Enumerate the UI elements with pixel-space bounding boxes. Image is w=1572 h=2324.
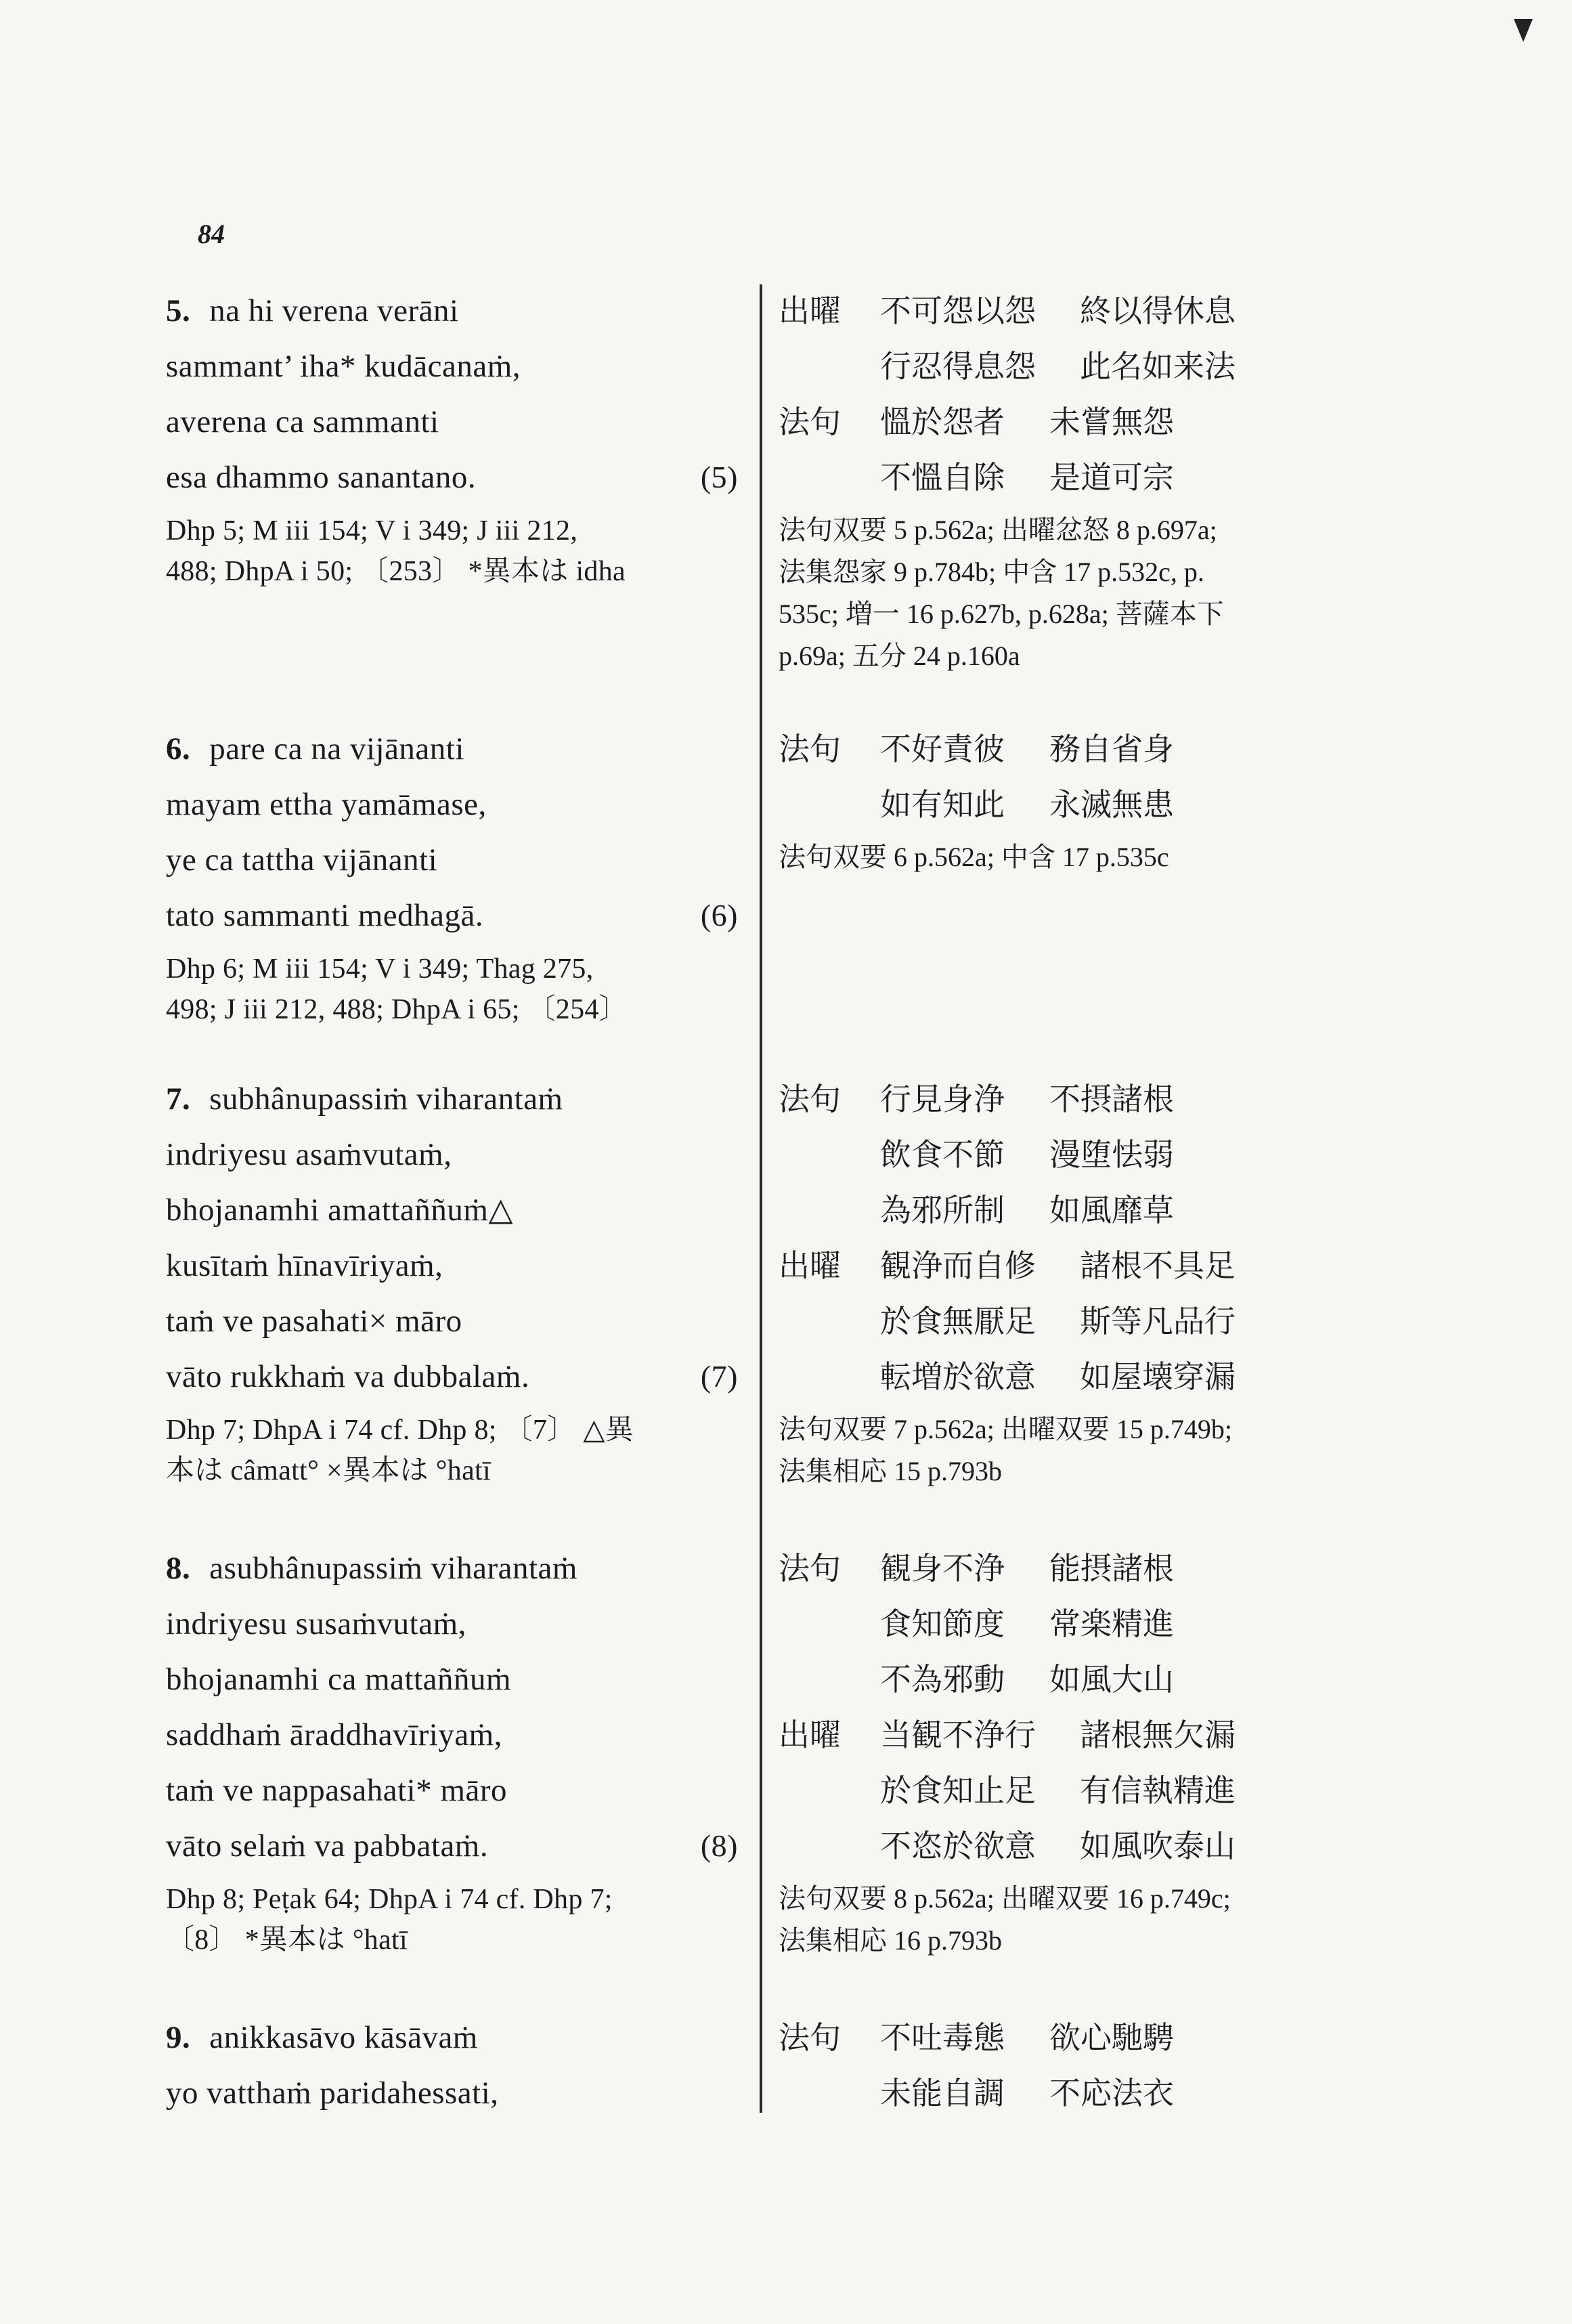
hemistich-1: 於食無厭足 xyxy=(880,1303,1036,1339)
verse-6-pali xyxy=(166,721,738,1030)
hemistich-2: 有信執精進 xyxy=(1080,1772,1236,1809)
pali-line xyxy=(166,1349,738,1404)
hemistich-2: 諸根不具足 xyxy=(1080,1247,1236,1284)
pali-line xyxy=(166,1071,738,1127)
verse-9-pali xyxy=(166,2010,738,2121)
chinese-line xyxy=(779,1238,1388,1293)
chinese-line xyxy=(779,777,1388,832)
chinese-line xyxy=(779,1596,1388,1652)
hemistich-2: 如風大山 xyxy=(1049,1661,1174,1698)
pali-text: tato sammanti medhagā. xyxy=(166,898,484,933)
pali-line xyxy=(166,1763,738,1818)
pali-line xyxy=(166,1652,738,1707)
hemistich-1: 未能自調 xyxy=(880,2075,1005,2111)
hemistich-1: 如有知此 xyxy=(880,786,1005,823)
chinese-line xyxy=(779,1071,1388,1127)
source-label: 出曜 xyxy=(779,293,841,329)
hemistich-1: 行忍得息怨 xyxy=(880,348,1036,385)
chinese-line xyxy=(779,1707,1388,1763)
pali-text: vāto selaṁ va pabbataṁ. xyxy=(166,1828,489,1864)
reference-line: Dhp 5; M iii 154; V i 349; J iii 212, xyxy=(166,515,578,546)
chinese-line xyxy=(779,283,1388,339)
verse-5-chinese xyxy=(779,283,1388,677)
pali-line xyxy=(166,1238,738,1293)
hemistich-2: 是道可宗 xyxy=(1049,459,1174,496)
chinese-line xyxy=(779,1127,1388,1182)
hemistich-1: 不吐毒態 xyxy=(880,2019,1005,2056)
source-label: 法句 xyxy=(779,1550,841,1587)
pali-text: kusītaṁ hīnavīriyaṁ, xyxy=(166,1248,443,1283)
hemistich-1: 飲食不節 xyxy=(880,1136,1005,1173)
reference-line: 法句双要 7 p.562a; 出曜双要 15 p.749b; xyxy=(779,1414,1232,1444)
hemistich-2: 如風靡草 xyxy=(1049,1192,1174,1228)
pali-text: taṁ ve nappasahati* māro xyxy=(166,1773,508,1808)
hemistich-2: 斯等凡品行 xyxy=(1080,1303,1236,1339)
pali-text: indriyesu susaṁvutaṁ, xyxy=(166,1606,466,1641)
verse-number: 5. xyxy=(166,293,191,328)
verse-6-chinese xyxy=(779,721,1388,878)
verse-number: 6. xyxy=(166,731,191,767)
pali-line xyxy=(166,1293,738,1349)
pali-line xyxy=(166,888,738,943)
reference-line: 本は câmatt° ×異本は °hatī xyxy=(166,1455,491,1486)
reference-line: Dhp 6; M iii 154; V i 349; Thag 275, xyxy=(166,953,594,985)
hemistich-2: 永滅無患 xyxy=(1049,786,1174,823)
pali-text: taṁ ve pasahati× māro xyxy=(166,1304,462,1339)
pali-text: bhojanamhi ca mattaññuṁ xyxy=(166,1662,512,1697)
pali-text: anikkasāvo kāsāvaṁ xyxy=(209,2020,478,2055)
reference-line: 法句双要 8 p.562a; 出曜双要 16 p.749c; xyxy=(779,1883,1231,1914)
chinese-line xyxy=(779,2065,1388,2121)
hemistich-1: 不可怨以怨 xyxy=(880,293,1036,329)
hemistich-2: 不摂諸根 xyxy=(1049,1081,1174,1117)
hemistich-1: 不恣於欲意 xyxy=(880,1828,1036,1864)
chinese-references xyxy=(779,1408,1388,1492)
reference-line: 法集相応 16 p.793b xyxy=(779,1925,1002,1956)
pali-line xyxy=(166,450,738,505)
verse-7-pali xyxy=(166,1071,738,1491)
hemistich-2: 能摂諸根 xyxy=(1049,1550,1174,1587)
pali-line xyxy=(166,339,738,394)
hemistich-2: 如風吹泰山 xyxy=(1080,1828,1236,1864)
verse-9-chinese xyxy=(779,2010,1388,2121)
source-label: 法句 xyxy=(779,1081,841,1117)
pali-text: yo vatthaṁ paridahessati, xyxy=(166,2075,499,2111)
hemistich-2: 漫堕怯弱 xyxy=(1049,1136,1174,1173)
hemistich-2: 不応法衣 xyxy=(1049,2075,1174,2111)
hemistich-1: 当観不浄行 xyxy=(880,1717,1036,1753)
hemistich-2: 此名如来法 xyxy=(1080,348,1236,385)
pali-text: averena ca sammanti xyxy=(166,404,439,439)
hemistich-1: 於食知止足 xyxy=(880,1772,1036,1809)
dhp-number: (8) xyxy=(700,1828,738,1863)
pali-text: na hi verena verāni xyxy=(209,293,459,328)
chinese-line xyxy=(779,1652,1388,1707)
pali-text: esa dhammo sanantano. xyxy=(166,460,477,495)
hemistich-1: 為邪所制 xyxy=(880,1192,1005,1228)
chinese-line xyxy=(779,1293,1388,1349)
hemistich-1: 食知節度 xyxy=(880,1606,1005,1642)
hemistich-2: 常楽精進 xyxy=(1049,1606,1174,1642)
pali-line xyxy=(166,1596,738,1652)
reference-line: Dhp 8; Peṭak 64; DhpA i 74 cf. Dhp 7; xyxy=(166,1884,613,1915)
hemistich-1: 慍於怨者 xyxy=(880,404,1005,440)
reference-line: 法集怨家 9 p.784b; 中含 17 p.532c, p. xyxy=(779,557,1204,587)
reference-line: 法句双要 5 p.562a; 出曜忿怒 8 p.697a; xyxy=(779,515,1217,545)
chinese-line xyxy=(779,721,1388,777)
pali-line xyxy=(166,2010,738,2065)
chinese-line xyxy=(779,450,1388,505)
pali-line xyxy=(166,1707,738,1763)
pali-text: mayam ettha yamāmase, xyxy=(166,787,487,822)
pali-references xyxy=(166,949,738,1030)
pali-line xyxy=(166,2065,738,2121)
reference-line: 488; DhpA i 50; 〔253〕 *異本は idha xyxy=(166,556,626,587)
reference-line: 法句双要 6 p.562a; 中含 17 p.535c xyxy=(779,842,1169,872)
pali-text: subhânupassiṁ viharantaṁ xyxy=(209,1081,563,1117)
dhp-number: (6) xyxy=(700,898,738,932)
dhp-number: (5) xyxy=(700,460,738,494)
chinese-line xyxy=(779,1541,1388,1596)
hemistich-2: 如屋壊穿漏 xyxy=(1080,1358,1236,1395)
chinese-line xyxy=(779,394,1388,450)
corner-mark xyxy=(1514,19,1533,42)
pali-text: bhojanamhi amattaññuṁ△ xyxy=(166,1192,514,1228)
pali-references xyxy=(166,511,738,592)
verse-number: 9. xyxy=(166,2020,191,2055)
reference-line: Dhp 7; DhpA i 74 cf. Dhp 8; 〔7〕 △異 xyxy=(166,1415,634,1446)
hemistich-2: 未嘗無怨 xyxy=(1049,404,1174,440)
reference-line: 498; J iii 212, 488; DhpA i 65; 〔254〕 xyxy=(166,994,628,1025)
hemistich-1: 転増於欲意 xyxy=(880,1358,1036,1395)
chinese-line xyxy=(779,1818,1388,1874)
verse-8-chinese xyxy=(779,1541,1388,1962)
hemistich-1: 観身不浄 xyxy=(880,1550,1005,1587)
pali-references xyxy=(166,1410,738,1491)
pali-text: vāto rukkhaṁ va dubbalaṁ. xyxy=(166,1359,530,1394)
pali-line xyxy=(166,394,738,450)
hemistich-2: 欲心馳騁 xyxy=(1049,2019,1174,2056)
pali-line xyxy=(166,721,738,777)
chinese-line xyxy=(779,2010,1388,2065)
hemistich-1: 行見身浄 xyxy=(880,1081,1005,1117)
hemistich-1: 観浄而自修 xyxy=(880,1247,1036,1284)
reference-line: 535c; 増一 16 p.627b, p.628a; 菩薩本下 xyxy=(779,599,1224,629)
source-label: 出曜 xyxy=(779,1247,841,1284)
verse-7-chinese xyxy=(779,1071,1388,1492)
column-divider xyxy=(760,284,762,2113)
pali-text: asubhânupassiṁ viharantaṁ xyxy=(209,1551,577,1586)
pali-line xyxy=(166,1541,738,1596)
source-label: 法句 xyxy=(779,2019,841,2056)
chinese-references xyxy=(779,836,1388,878)
pali-references xyxy=(166,1879,738,1960)
pali-text: sammant’ iha* kudācanaṁ, xyxy=(166,349,521,384)
pali-text: indriyesu asaṁvutaṁ, xyxy=(166,1137,452,1172)
chinese-references xyxy=(779,1878,1388,1962)
hemistich-1: 不慍自除 xyxy=(880,459,1005,496)
hemistich-2: 諸根無欠漏 xyxy=(1080,1717,1236,1753)
reference-line: p.69a; 五分 24 p.160a xyxy=(779,641,1020,671)
source-label: 法句 xyxy=(779,731,841,767)
pali-line xyxy=(166,777,738,832)
pali-line xyxy=(166,1127,738,1182)
page-number: 84 xyxy=(198,219,225,249)
verse-number: 8. xyxy=(166,1551,191,1586)
verse-8-pali xyxy=(166,1541,738,1960)
hemistich-1: 不好責彼 xyxy=(880,731,1005,767)
reference-line: 法集相応 15 p.793b xyxy=(779,1456,1002,1486)
pali-line xyxy=(166,283,738,339)
pali-line xyxy=(166,1818,738,1874)
pali-line xyxy=(166,832,738,888)
source-label: 出曜 xyxy=(779,1717,841,1753)
chinese-line xyxy=(779,1349,1388,1404)
dhp-number: (7) xyxy=(700,1359,738,1394)
pali-text: pare ca na vijānanti xyxy=(209,731,464,767)
pali-line xyxy=(166,1182,738,1238)
verse-5-pali xyxy=(166,283,738,592)
reference-line: 〔8〕 *異本は °hatī xyxy=(166,1924,408,1956)
hemistich-2: 務自省身 xyxy=(1049,731,1174,767)
hemistich-2: 終以得休息 xyxy=(1080,293,1236,329)
verse-number: 7. xyxy=(166,1081,191,1117)
source-label: 法句 xyxy=(779,404,841,440)
pali-text: saddhaṁ āraddhavīriyaṁ, xyxy=(166,1717,502,1752)
hemistich-1: 不為邪動 xyxy=(880,1661,1005,1698)
chinese-references xyxy=(779,509,1388,677)
chinese-line xyxy=(779,1763,1388,1818)
chinese-line xyxy=(779,1182,1388,1238)
pali-text: ye ca tattha vijānanti xyxy=(166,842,438,878)
chinese-line xyxy=(779,339,1388,394)
